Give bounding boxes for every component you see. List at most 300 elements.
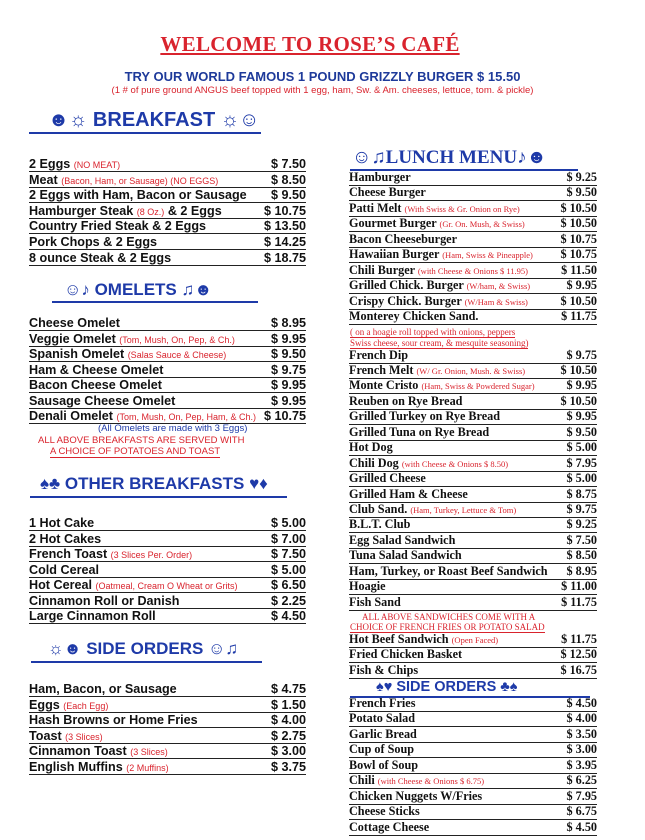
menu-item-price: $ 9.50 bbox=[566, 424, 597, 439]
menu-item bbox=[349, 379, 597, 395]
menu-item-price: $ 8.75 bbox=[566, 486, 597, 501]
menu-item-label: English Muffins bbox=[29, 760, 123, 774]
menu-item-price: $ 3.00 bbox=[270, 744, 306, 759]
menu-item-name bbox=[349, 425, 567, 440]
menu-item-price: $ 7.50 bbox=[566, 532, 597, 547]
menu-item-name bbox=[29, 316, 271, 330]
menu-item-price: $ 10.75 bbox=[263, 409, 306, 423]
menu-item bbox=[349, 425, 597, 441]
menu-item-price: $ 9.25 bbox=[566, 517, 597, 532]
menu-item-name bbox=[349, 632, 561, 647]
menu-item bbox=[349, 503, 597, 519]
menu-item-label: Club Sand. bbox=[349, 502, 408, 516]
menu-item-name bbox=[349, 502, 567, 517]
menu-item-note: (Oatmeal, Cream O Wheat or Grits) bbox=[95, 581, 238, 591]
breakfast-served-note-1: ALL ABOVE BREAKFASTS ARE SERVED WITH bbox=[38, 435, 245, 446]
menu-item-name bbox=[29, 744, 271, 758]
menu-item-name bbox=[349, 789, 567, 804]
menu-item bbox=[349, 789, 597, 805]
menu-item-note: (W/ Gr. Onion, Mush. & Swiss) bbox=[416, 365, 526, 376]
monterey-note-2: Swiss cheese, sour cream, & mesquite seasoning) bbox=[350, 338, 529, 348]
menu-item-price: $ 5.00 bbox=[270, 562, 306, 577]
menu-item bbox=[29, 233, 306, 250]
menu-item-price: $ 11.75 bbox=[561, 309, 597, 323]
menu-item-label: Pork Chops & 2 Eggs bbox=[29, 235, 158, 249]
menu-item bbox=[29, 249, 306, 266]
menu-item-label: French Fries bbox=[349, 695, 416, 710]
menu-item-name bbox=[349, 294, 560, 309]
menu-item-name bbox=[349, 742, 567, 757]
menu-item-label: Ham, Bacon, or Sausage bbox=[29, 682, 177, 696]
menu-item-label: Hash Browns or Home Fries bbox=[29, 713, 198, 728]
menu-item-price: $ 2.25 bbox=[270, 593, 306, 608]
menu-item-label: Hawaiian Burger bbox=[349, 247, 440, 261]
menu-item-name bbox=[349, 278, 567, 293]
menu-item-label: Cottage Cheese bbox=[349, 819, 430, 834]
menu-item-price: $ 8.50 bbox=[270, 172, 306, 187]
menu-item-label: Chili Dog bbox=[349, 455, 399, 470]
menu-item bbox=[29, 696, 306, 713]
menu-item-name bbox=[29, 378, 271, 392]
menu-item-price: $ 11.50 bbox=[561, 262, 597, 277]
menu-item-label: Hot Cereal bbox=[29, 578, 92, 592]
menu-item-note: (With Swiss & Gr. Onion on Rye) bbox=[404, 203, 520, 214]
menu-item-price: $ 4.75 bbox=[270, 682, 306, 696]
menu-item-label: Grilled Chick. Burger bbox=[349, 278, 464, 292]
menu-item-name bbox=[349, 727, 567, 742]
menu-item-name bbox=[349, 820, 567, 835]
omelets-heading: ☺♪ OMELETS ♫☻ bbox=[64, 280, 213, 299]
menu-item-price: $ 9.75 bbox=[270, 362, 306, 377]
menu-item-price: $ 7.50 bbox=[270, 547, 306, 561]
menu-item-label: Denali Omelet bbox=[29, 409, 113, 423]
menu-item-label: Crispy Chick. Burger bbox=[349, 293, 462, 308]
menu-item bbox=[349, 394, 597, 410]
menu-item-price: $ 5.00 bbox=[566, 471, 597, 486]
menu-item-label: French Dip bbox=[349, 347, 409, 362]
menu-item bbox=[29, 155, 306, 172]
menu-item-price: $ 4.50 bbox=[566, 695, 597, 710]
menu-item bbox=[349, 820, 597, 836]
menu-item bbox=[349, 533, 597, 549]
menu-item-label: Bowl of Soup bbox=[349, 757, 419, 772]
menu-item-price: $ 7.95 bbox=[566, 455, 597, 470]
menu-item bbox=[349, 595, 597, 611]
menu-item-label: Eggs bbox=[29, 697, 60, 712]
menu-item-note: (3 Slices Per. Order) bbox=[110, 550, 193, 560]
menu-item-price: $ 10.75 bbox=[560, 247, 597, 261]
menu-item-label: Cinnamon Roll or Danish bbox=[29, 593, 180, 608]
menu-item bbox=[29, 217, 306, 234]
menu-item-label: 8 ounce Steak & 2 Eggs bbox=[29, 250, 172, 265]
menu-item-label: Cinnamon Toast bbox=[29, 744, 127, 759]
menu-item-name bbox=[349, 533, 567, 548]
menu-item bbox=[349, 663, 597, 679]
menu-item bbox=[29, 561, 306, 578]
menu-item-label: Spanish Omelet bbox=[29, 347, 125, 361]
menu-item-label: Veggie Omelet bbox=[29, 331, 116, 346]
menu-item-label: Ham & Cheese Omelet bbox=[29, 362, 164, 377]
menu-item-price: $ 9.95 bbox=[270, 393, 306, 408]
menu-item-label: Country Fried Steak & 2 Eggs bbox=[29, 219, 207, 234]
menu-item-name bbox=[349, 378, 567, 393]
menu-item-name bbox=[349, 711, 567, 726]
menu-item-name bbox=[29, 235, 264, 249]
menu-item-note: (3 Slices) bbox=[130, 747, 168, 758]
menu-item-note: (with Cheese & Onions $ 11.95) bbox=[417, 265, 529, 276]
menu-item-label: Grilled Ham & Cheese bbox=[349, 486, 468, 501]
other-breakfasts-heading-rule bbox=[30, 496, 287, 498]
menu-item-label: Chicken Nuggets W/Fries bbox=[349, 788, 483, 803]
menu-item-label: 2 Eggs with Ham, Bacon or Sausage bbox=[29, 188, 247, 203]
menu-item-name bbox=[349, 185, 567, 200]
menu-item-label: Chili Burger bbox=[349, 262, 415, 277]
menu-item bbox=[29, 407, 306, 424]
menu-item-note: (NO MEAT) bbox=[73, 160, 121, 170]
menu-item-label: Cold Cereal bbox=[29, 562, 99, 577]
menu-item-name bbox=[349, 696, 567, 711]
menu-item-label: Patti Melt bbox=[349, 200, 402, 215]
menu-item-name bbox=[29, 729, 271, 743]
menu-item-price: $ 7.50 bbox=[270, 157, 306, 171]
menu-item-price: $ 16.75 bbox=[560, 662, 597, 677]
menu-item-note: (W/ham, & Swiss) bbox=[466, 281, 531, 291]
menu-item bbox=[29, 171, 306, 188]
breakfast-served-note-2: A CHOICE OF POTATOES AND TOAST bbox=[50, 446, 221, 457]
menu-item-price: $ 9.75 bbox=[566, 502, 597, 516]
menu-item-price: $ 10.50 bbox=[560, 216, 597, 230]
menu-item-name bbox=[29, 332, 271, 346]
menu-item-note: (Gr. On. Mush, & Swiss) bbox=[439, 219, 525, 229]
menu-item-note: (Ham, Swiss & Pineapple) bbox=[442, 250, 533, 260]
menu-item-name bbox=[349, 471, 567, 486]
breakfast-heading-rule bbox=[29, 132, 261, 134]
menu-item-label: Bacon Cheese Omelet bbox=[29, 378, 162, 392]
menu-item-label: Cheese Burger bbox=[349, 185, 426, 199]
menu-item-name bbox=[349, 440, 567, 455]
menu-item-price: $ 10.50 bbox=[560, 362, 597, 377]
menu-item bbox=[349, 487, 597, 503]
menu-item-name bbox=[29, 173, 271, 187]
menu-item bbox=[349, 363, 597, 379]
menu-item-price: $ 9.25 bbox=[566, 169, 597, 184]
menu-item-name bbox=[29, 347, 271, 361]
menu-item-label: Hot Beef Sandwich bbox=[349, 631, 449, 646]
menu-item-label: Ham, Turkey, or Roast Beef Sandwich bbox=[349, 563, 548, 578]
menu-item-price: $ 4.50 bbox=[270, 609, 306, 623]
menu-item-name bbox=[349, 564, 567, 579]
menu-item bbox=[349, 549, 597, 565]
menu-item-label: Toast bbox=[29, 728, 62, 743]
menu-item bbox=[349, 217, 597, 233]
menu-item bbox=[29, 545, 306, 562]
menu-item-label: Fried Chicken Basket bbox=[349, 647, 463, 661]
menu-item-price: $ 6.25 bbox=[566, 773, 597, 787]
menu-item-price: $ 10.50 bbox=[560, 200, 597, 215]
menu-item-name bbox=[349, 263, 561, 278]
menu-item-price: $ 6.50 bbox=[270, 578, 306, 592]
menu-item-name bbox=[29, 532, 271, 546]
menu-item-label: 1 Hot Cake bbox=[29, 516, 95, 530]
menu-item-name bbox=[349, 309, 561, 324]
menu-item-label: Tuna Salad Sandwich bbox=[349, 548, 462, 563]
side-orders-left-heading: ☼☻ SIDE ORDERS ☺♫ bbox=[48, 639, 239, 658]
menu-item-name bbox=[29, 578, 271, 592]
menu-item bbox=[29, 330, 306, 347]
menu-item bbox=[349, 263, 597, 279]
menu-item-label: Monte Cristo bbox=[349, 378, 419, 393]
menu-item-name bbox=[349, 773, 567, 788]
menu-item-price: $ 9.95 bbox=[270, 331, 306, 346]
menu-item-price: $ 9.75 bbox=[566, 347, 597, 362]
menu-item bbox=[349, 170, 597, 186]
promo-detail: (1 # of pure ground ANGUS beef topped with 1 egg, ham, Sw. & Am. cheeses, lettuce, tom. & pickle) bbox=[111, 85, 534, 96]
monterey-note-1: ( on a hoagie roll topped with onions, peppers bbox=[350, 327, 516, 337]
menu-item-name bbox=[349, 517, 567, 532]
menu-item-label: Bacon Cheeseburger bbox=[349, 231, 457, 246]
omelets-heading-rule bbox=[52, 301, 258, 303]
sandwich-note-1: ALL ABOVE SANDWICHES COME WITH A bbox=[362, 612, 536, 622]
menu-item bbox=[349, 564, 597, 580]
menu-item-note: (W/Ham & Swiss) bbox=[464, 296, 528, 307]
breakfast-heading: ☻☼ BREAKFAST ☼☺ bbox=[48, 109, 260, 131]
menu-item-price: $ 8.95 bbox=[566, 563, 597, 578]
menu-item-price: $ 4.00 bbox=[270, 713, 306, 728]
menu-item-price: $ 9.95 bbox=[566, 278, 597, 292]
menu-item bbox=[349, 279, 597, 295]
menu-item-name bbox=[349, 348, 567, 363]
menu-item-name bbox=[349, 170, 567, 185]
menu-item-name bbox=[349, 394, 560, 409]
menu-item bbox=[29, 592, 306, 609]
lunch-heading: ☺♫LUNCH MENU♪☻ bbox=[352, 147, 547, 168]
menu-item-name bbox=[29, 713, 271, 727]
menu-item-price: $ 11.75 bbox=[561, 594, 597, 609]
menu-item-label: Large Cinnamon Roll bbox=[29, 609, 156, 623]
menu-item-price: $ 7.00 bbox=[270, 531, 306, 546]
menu-item-price: $ 12.50 bbox=[560, 647, 597, 661]
menu-item bbox=[29, 727, 306, 744]
menu-item-label-tail: & 2 Eggs bbox=[167, 203, 222, 218]
menu-item-label: Gourmet Burger bbox=[349, 216, 437, 230]
menu-item-price: $ 18.75 bbox=[263, 250, 306, 265]
menu-item-name bbox=[29, 563, 271, 577]
menu-item bbox=[349, 805, 597, 821]
menu-item-note: (Bacon, Ham, or Sausage) (NO EGGS) bbox=[61, 175, 219, 186]
menu-item bbox=[349, 518, 597, 534]
menu-item-note: (with Cheese & Onions $ 8.50) bbox=[401, 458, 509, 469]
menu-item-label: B.L.T. Club bbox=[349, 517, 411, 532]
menu-item bbox=[349, 743, 597, 759]
menu-item-price: $ 4.00 bbox=[566, 711, 597, 725]
menu-item bbox=[349, 648, 597, 664]
menu-item-name bbox=[349, 579, 561, 594]
sandwich-note-2: CHOICE OF FRENCH FRIES OR POTATO SALAD bbox=[350, 622, 545, 632]
menu-item bbox=[29, 758, 306, 775]
menu-item-price: $ 7.95 bbox=[566, 788, 597, 803]
menu-item-price: $ 5.00 bbox=[270, 516, 306, 530]
menu-item-label: Fish Sand bbox=[349, 594, 401, 609]
menu-item-name bbox=[349, 758, 567, 773]
menu-item bbox=[29, 514, 306, 531]
menu-item-price: $ 11.75 bbox=[561, 631, 597, 646]
menu-item-price: $ 6.75 bbox=[566, 804, 597, 818]
menu-item bbox=[29, 314, 306, 331]
menu-item-label: Hot Dog bbox=[349, 440, 393, 455]
menu-item bbox=[29, 186, 306, 203]
menu-item-price: $ 9.95 bbox=[270, 378, 306, 392]
menu-item-name bbox=[29, 760, 271, 774]
menu-item-price: $ 8.95 bbox=[270, 316, 306, 330]
menu-item-name bbox=[349, 409, 567, 424]
menu-item-name bbox=[349, 647, 560, 662]
menu-item-price: $ 9.95 bbox=[566, 409, 597, 424]
menu-item-name bbox=[349, 595, 561, 610]
menu-item bbox=[29, 711, 306, 728]
omelets-eggs-note: (All Omelets are made with 3 Eggs) bbox=[98, 423, 248, 434]
menu-item bbox=[349, 294, 597, 310]
menu-item-price: $ 11.00 bbox=[561, 579, 597, 594]
menu-item-name bbox=[29, 219, 264, 233]
menu-item-name bbox=[349, 216, 560, 231]
menu-item-price: $ 3.00 bbox=[566, 742, 597, 756]
menu-item-label: Garlic Bread bbox=[349, 726, 417, 741]
menu-item-note: (2 Muffins) bbox=[126, 763, 169, 773]
menu-item-label: Potato Salad bbox=[349, 711, 416, 725]
side-orders-right-heading: ♠♥ SIDE ORDERS ♣♠ bbox=[376, 679, 518, 695]
menu-item-label: Hamburger bbox=[349, 169, 411, 184]
menu-item-label: Grilled Turkey on Rye Bread bbox=[349, 409, 501, 424]
menu-item-name bbox=[349, 548, 567, 563]
menu-item-price: $ 1.50 bbox=[270, 697, 306, 712]
menu-item bbox=[349, 248, 597, 264]
menu-item-label: Cheese Sticks bbox=[349, 804, 420, 818]
side-orders-left-heading-rule bbox=[31, 661, 262, 663]
menu-item-name bbox=[29, 682, 271, 696]
menu-item-price: $ 10.75 bbox=[263, 203, 306, 218]
menu-item bbox=[349, 727, 597, 743]
menu-item-name bbox=[29, 547, 271, 561]
menu-item-name bbox=[349, 804, 567, 819]
menu-item bbox=[349, 696, 597, 712]
menu-item-note: (Tom, Mush, On, Pep, & Ch.) bbox=[119, 334, 235, 345]
menu-item bbox=[349, 472, 597, 488]
menu-item-note: (Open Faced) bbox=[451, 634, 499, 645]
menu-item-note: (Ham, Swiss & Powdered Sugar) bbox=[421, 381, 535, 392]
menu-item-name bbox=[29, 516, 271, 530]
menu-item bbox=[349, 441, 597, 457]
menu-item-label: Grilled Cheese bbox=[349, 471, 426, 486]
menu-item-label: 2 Hot Cakes bbox=[29, 531, 102, 546]
menu-item bbox=[29, 376, 306, 393]
menu-item bbox=[29, 680, 306, 697]
menu-item-label: Fish & Chips bbox=[349, 662, 419, 677]
menu-item-label: Cheese Omelet bbox=[29, 316, 120, 330]
menu-item-price: $ 9.50 bbox=[270, 347, 306, 361]
menu-item bbox=[349, 774, 597, 790]
menu-item-note: (3 Slices) bbox=[65, 731, 103, 742]
menu-item bbox=[29, 576, 306, 593]
menu-item-label: Hamburger Steak bbox=[29, 203, 134, 218]
menu-item bbox=[29, 392, 306, 409]
menu-item-name bbox=[29, 251, 264, 265]
menu-item-price: $ 14.25 bbox=[263, 235, 306, 249]
menu-item-note: (with Cheese & Onions $ 6.75) bbox=[377, 776, 485, 786]
menu-item-name bbox=[29, 188, 271, 202]
menu-item bbox=[349, 758, 597, 774]
menu-item bbox=[29, 607, 306, 624]
menu-item-price: $ 10.75 bbox=[560, 231, 597, 246]
menu-item-price: $ 2.75 bbox=[270, 728, 306, 743]
menu-item-label: Chili bbox=[349, 773, 375, 787]
menu-item-name bbox=[29, 157, 271, 171]
menu-item-name bbox=[349, 247, 560, 262]
menu-item bbox=[29, 530, 306, 547]
menu-item-name bbox=[349, 363, 560, 378]
menu-item-name bbox=[349, 201, 560, 216]
menu-item-name bbox=[29, 594, 271, 608]
menu-item-name bbox=[29, 698, 271, 712]
menu-item-note: (Ham, Turkey, Lettuce & Tom) bbox=[410, 505, 517, 515]
menu-item-name bbox=[349, 487, 567, 502]
menu-item bbox=[349, 410, 597, 426]
menu-item-label: Reuben on Rye Bread bbox=[349, 393, 463, 408]
menu-item-name bbox=[349, 663, 560, 678]
menu-item-note: (Each Egg) bbox=[63, 700, 109, 711]
menu-item-name bbox=[29, 409, 264, 423]
menu-item-price: $ 5.00 bbox=[566, 440, 597, 455]
menu-item-price: $ 3.95 bbox=[566, 757, 597, 772]
menu-item-note: (Tom, Mush, On, Pep, Ham, & Ch.) bbox=[116, 412, 257, 422]
menu-item-label: Grilled Tuna on Rye Bread bbox=[349, 424, 490, 439]
promo-line: TRY OUR WORLD FAMOUS 1 POUND GRIZZLY BURGER $ 15.50 bbox=[124, 69, 521, 84]
menu-item-price: $ 3.75 bbox=[270, 760, 306, 774]
menu-item-price: $ 4.50 bbox=[566, 819, 597, 834]
menu-item bbox=[349, 232, 597, 248]
menu-item bbox=[29, 742, 306, 759]
menu-item-price: $ 13.50 bbox=[263, 219, 306, 234]
menu-item bbox=[349, 310, 597, 326]
menu-item-label: Sausage Cheese Omelet bbox=[29, 393, 176, 408]
menu-item-label: Egg Salad Sandwich bbox=[349, 532, 456, 547]
menu-item-price: $ 8.50 bbox=[566, 548, 597, 563]
menu-item bbox=[29, 202, 306, 219]
menu-item-price: $ 9.50 bbox=[566, 185, 597, 199]
menu-item-price: $ 10.50 bbox=[560, 393, 597, 408]
menu-item-price: $ 9.50 bbox=[270, 188, 306, 203]
menu-item bbox=[29, 361, 306, 378]
menu-item bbox=[349, 580, 597, 596]
menu-item-name bbox=[349, 456, 567, 471]
menu-item-label: Meat bbox=[29, 172, 58, 187]
menu-item-name bbox=[29, 609, 271, 623]
other-breakfasts-heading: ♠♣ OTHER BREAKFASTS ♥♦ bbox=[40, 474, 268, 493]
menu-item-name bbox=[349, 232, 560, 247]
menu-item bbox=[29, 345, 306, 362]
menu-item-label: 2 Eggs bbox=[29, 157, 71, 171]
menu-item-label: Cup of Soup bbox=[349, 742, 415, 756]
menu-item bbox=[349, 712, 597, 728]
menu-item-label: French Melt bbox=[349, 362, 414, 377]
menu-item bbox=[349, 186, 597, 202]
menu-item-label: Monterey Chicken Sand. bbox=[349, 309, 479, 323]
page-title: WELCOME TO ROSE’S CAFÉ bbox=[160, 32, 460, 56]
menu-item-name bbox=[29, 363, 271, 377]
menu-item bbox=[349, 632, 597, 648]
menu-item-note: (8 Oz.) bbox=[136, 206, 165, 217]
menu-item-note: (Salas Sauce & Cheese) bbox=[127, 350, 227, 360]
menu-item-label: French Toast bbox=[29, 547, 108, 561]
